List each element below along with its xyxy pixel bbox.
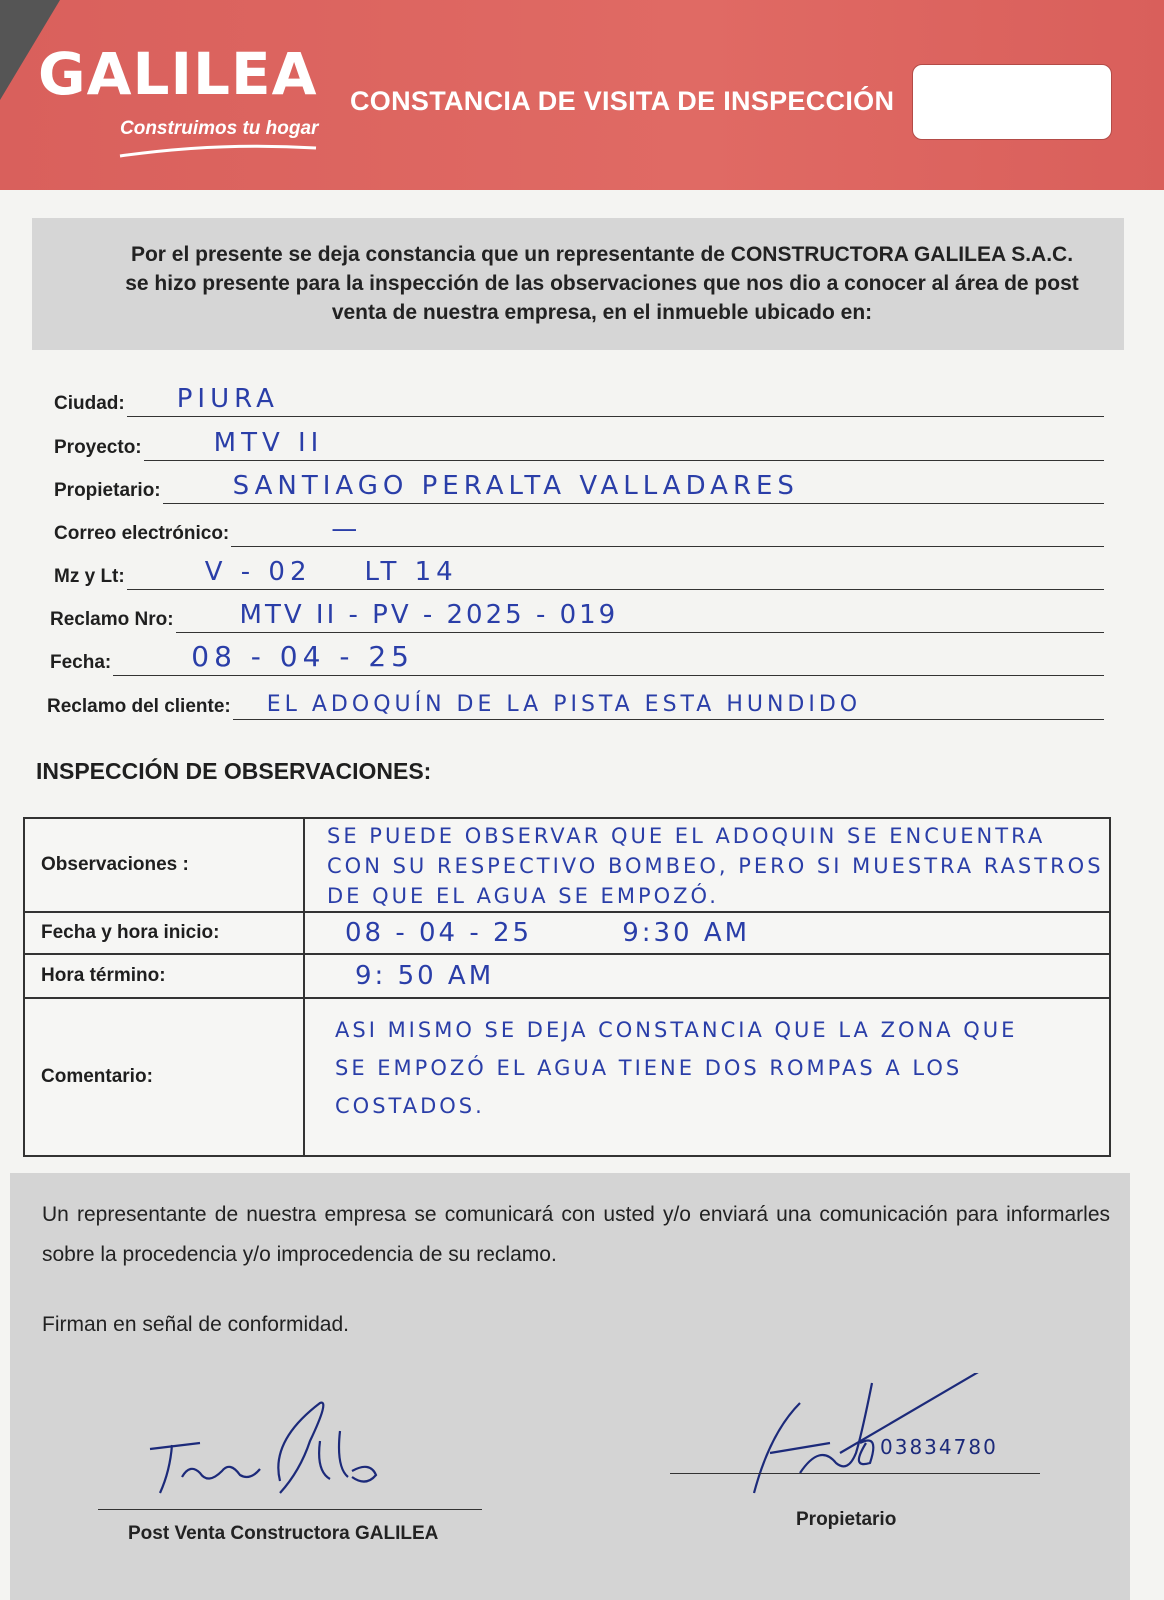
table-row [24,818,1110,912]
field-correo [54,513,1104,547]
intro-text: Por el presente se deja constancia que un representante de CONSTRUCTORA GALILEA S.A.C. se hizo presente para la inspección de las observaciones que nos dio a conocer al área de post venta de nuestra empresa, en el inmueble ubicado en: [125,243,1079,324]
observaciones-line: DE QUE EL AGUA SE EMPOZÓ. [327,884,719,908]
field-proyecto [54,427,1104,461]
field-label: Propietario: [54,480,161,501]
field-line [233,685,1104,720]
handwritten-value: MTV II - PV - 2025 - 019 [239,600,619,630]
hora-termino-label: Hora término: [24,954,304,998]
observaciones-line: SE PUEDE OBSERVAR QUE EL ADOQUIN SE ENCUENTRA [327,824,1046,848]
field-line [231,512,1104,547]
footer-sign-text: Firman en señal de conformidad. [42,1313,349,1336]
hora-termino-value [304,954,1110,998]
handwritten-value: MTV II [213,428,324,458]
fecha-hora-inicio-value [304,912,1110,954]
inspection-table [23,817,1111,1157]
field-reclamo-cliente [47,686,1104,720]
intro-box [32,218,1124,350]
field-line [127,555,1104,590]
handwritten-value: 08 - 04 - 25 [191,640,414,673]
signature-line-right [670,1473,1040,1474]
field-line [176,598,1104,633]
comentario-line: ASI MISMO SE DEJA CONSTANCIA QUE LA ZONA QUE [335,1018,1018,1042]
field-fecha [50,642,1104,676]
logo-tagline: Construimos tu hogar [120,118,319,139]
field-line [113,641,1104,676]
field-label: Proyecto: [54,437,142,458]
post-venta-signature [130,1401,390,1501]
document-title: CONSTANCIA DE VISITA DE INSPECCIÓN [350,86,895,116]
handwritten-value: SANTIAGO PERALTA VALLADARES [232,471,799,501]
field-label: Ciudad: [54,393,125,414]
footer-notice: Un representante de nuestra empresa se comunicará con usted y/o enviará una comunicación para informarles sobre la procedencia y/o improcedencia de su reclamo. [42,1203,1110,1266]
comentario-value [304,998,1110,1156]
observaciones-label: Observaciones : [24,818,304,912]
logo-swoosh [118,140,318,160]
handwritten-value: — [331,514,363,544]
field-line [144,426,1104,461]
field-ciudad [54,383,1104,417]
handwritten-value: EL ADOQUÍN DE LA PISTA ESTA HUNDIDO [266,692,862,717]
document-number-box [912,64,1112,140]
field-mz-lt [54,556,1104,590]
comentario-line: COSTADOS. [335,1094,485,1118]
field-propietario [54,470,1104,504]
handwritten-value: V - 02 LT 14 [204,557,458,587]
hora-termino-text: 9: 50 AM [355,961,495,991]
handwritten-value: PIURA [176,384,279,414]
field-line [127,382,1104,417]
table-row [24,912,1110,954]
observaciones-line: CON SU RESPECTIVO BOMBEO, PERO SI MUESTRA RASTROS [327,854,1104,878]
field-label: Reclamo del cliente: [47,696,231,717]
signature-caption-left: Post Venta Constructora GALILEA [128,1523,439,1544]
signature-caption-right: Propietario [796,1509,897,1530]
fecha-hora-inicio-text: 08 - 04 - 25 9:30 AM [345,918,751,948]
galilea-logo [38,40,328,170]
table-row [24,954,1110,998]
section-title: INSPECCIÓN DE OBSERVACIONES: [36,758,432,784]
footer-box [10,1173,1130,1600]
signature-line-left [98,1509,482,1510]
comentario-label: Comentario: [24,998,304,1156]
logo-word: GALILEA [38,40,318,108]
field-label: Reclamo Nro: [50,609,174,630]
field-line [163,469,1104,504]
owner-dni: 03834780 [880,1435,998,1459]
observaciones-value [304,818,1110,912]
fecha-hora-inicio-label: Fecha y hora inicio: [24,912,304,954]
table-row [24,998,1110,1156]
field-label: Mz y Lt: [54,566,125,587]
field-reclamo-nro [50,599,1104,633]
field-label: Fecha: [50,652,112,673]
field-label: Correo electrónico: [54,523,230,544]
comentario-line: SE EMPOZÓ EL AGUA TIENE DOS ROMPAS A LOS [335,1056,963,1080]
header-band [0,0,1164,190]
